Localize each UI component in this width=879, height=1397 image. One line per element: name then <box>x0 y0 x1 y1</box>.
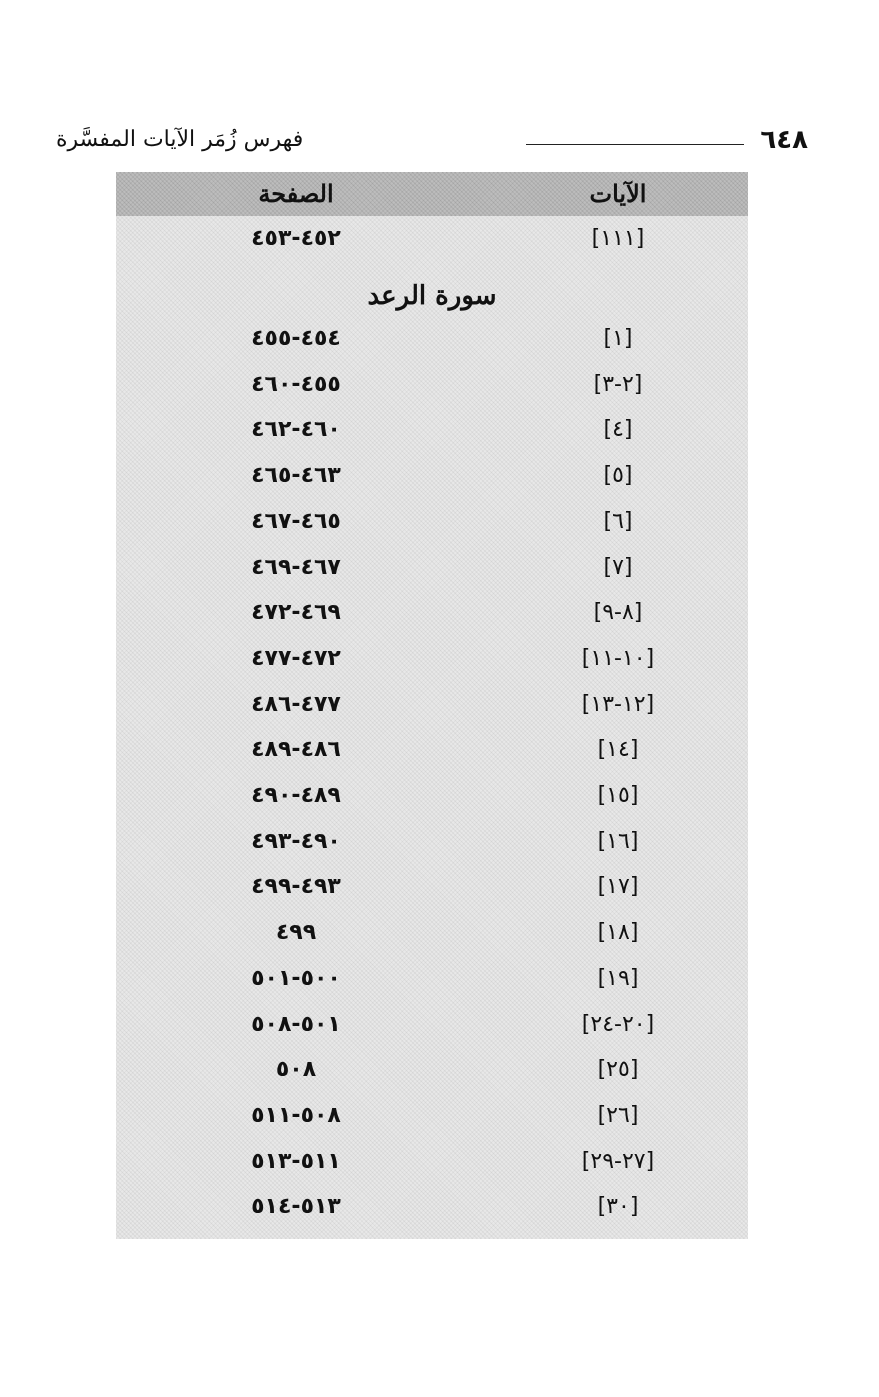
surah-title: سورة الرعد <box>367 281 497 311</box>
page-header <box>56 118 808 162</box>
page-cell: ٥١١-٥١٣ <box>251 1148 341 1174</box>
ayat-cell: [٢٥] <box>597 1057 639 1083</box>
table-row <box>116 362 748 408</box>
ayat-cell: [٧] <box>603 554 633 580</box>
table-row <box>116 864 748 910</box>
page-cell: ٤٩٣-٤٩٩ <box>251 874 341 900</box>
table-row <box>116 1047 748 1093</box>
column-header-page: الصفحة <box>258 179 334 208</box>
page-cell: ٥٠٠-٥٠١ <box>251 965 341 991</box>
page-cell: ٤٩٠-٤٩٣ <box>251 828 341 854</box>
page-cell: ٥٠٨ <box>275 1057 317 1083</box>
page-cell: ٤٦٧-٤٦٩ <box>251 554 341 580</box>
column-header-ayat: الآيات <box>589 179 647 208</box>
table-row <box>116 773 748 819</box>
table-row <box>116 407 748 453</box>
page-cell: ٤٥٢-٤٥٣ <box>251 226 341 251</box>
ayat-cell: [٤] <box>603 417 633 443</box>
ayat-cell: [١٤] <box>597 737 639 763</box>
ayat-cell: [١٦] <box>597 828 639 854</box>
table-row <box>116 499 748 545</box>
table-header <box>116 172 748 216</box>
ayat-cell: [٣٠] <box>597 1194 639 1220</box>
table-row <box>116 956 748 1002</box>
running-title: فهرس زُمَر الآيات المفسَّرة <box>56 127 304 152</box>
page-cell: ٤٦٠-٤٦٢ <box>251 417 341 443</box>
ayat-cell: [١١١] <box>591 226 645 251</box>
table-row <box>116 1002 748 1048</box>
ayat-cell: [١٠-١١] <box>581 645 655 671</box>
ayat-cell: [٢٧-٢٩] <box>581 1148 655 1174</box>
table-row <box>116 1184 748 1230</box>
page-cell: ٤٦٩-٤٧٢ <box>251 600 341 626</box>
page-cell: ٤٥٥-٤٦٠ <box>251 371 341 397</box>
page-cell: ٤٨٩-٤٩٠ <box>251 783 341 808</box>
table-row <box>116 819 748 865</box>
ayat-cell: [١٢-١٣] <box>581 691 655 717</box>
ayat-cell: [١٨] <box>597 920 639 946</box>
page-cell: ٤٦٣-٤٦٥ <box>251 463 341 489</box>
table-row <box>116 910 748 956</box>
page-cell: ٤٧٧-٤٨٦ <box>251 691 341 717</box>
ayat-cell: [١٧] <box>597 874 639 900</box>
page-cell: ٥١٣-٥١٤ <box>251 1194 341 1220</box>
page-cell: ٥٠٨-٥١١ <box>251 1102 341 1128</box>
ayat-cell: [١٩] <box>597 965 639 991</box>
ayat-cell: [٢-٣] <box>593 371 643 397</box>
table-row <box>116 453 748 499</box>
page-cell: ٥٠١-٥٠٨ <box>251 1011 341 1037</box>
table-row <box>116 1093 748 1139</box>
ayat-cell: [١٥] <box>597 783 639 808</box>
table-row <box>116 316 748 362</box>
ayat-cell: [٢٠-٢٤] <box>581 1011 655 1037</box>
index-table <box>116 172 748 1239</box>
ayat-cell: [٢٦] <box>597 1102 639 1128</box>
table-row <box>116 216 748 262</box>
page-cell: ٤٨٦-٤٨٩ <box>251 737 341 763</box>
page-cell: ٤٩٩ <box>275 920 317 946</box>
ayat-cell: [١] <box>603 326 633 351</box>
header-rule <box>526 144 744 145</box>
page-cell: ٤٦٥-٤٦٧ <box>251 508 341 534</box>
table-row <box>116 1139 748 1185</box>
table-row <box>116 636 748 682</box>
ayat-cell: [٦] <box>603 508 633 534</box>
table-row <box>116 682 748 728</box>
table-row <box>116 545 748 591</box>
table-row <box>116 590 748 636</box>
page-number: ٦٤٨ <box>760 125 808 155</box>
table-row <box>116 727 748 773</box>
page-cell: ٤٥٤-٤٥٥ <box>251 326 341 351</box>
page-cell: ٤٧٢-٤٧٧ <box>251 645 341 671</box>
ayat-cell: [٨-٩] <box>593 600 643 626</box>
ayat-cell: [٥] <box>603 463 633 489</box>
